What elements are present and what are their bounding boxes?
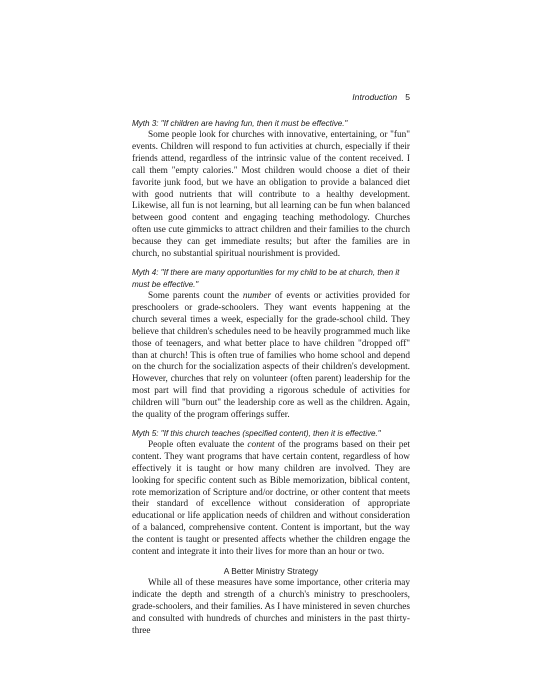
running-head xyxy=(132,92,410,106)
myth-4-text-start: Some parents count the xyxy=(148,290,243,301)
myth-5-text-end: of the programs based on their pet content. They want programs that have certain content, regardless of how effectively it is taught or how many children are involved. They are looking for specific content such as Bible memorization, biblical content, rote memorization of Scripture and/or doctrine, or other content that meets their standard of excellence without consideration of appropriate educational or life application needs of children and without consideration of a balanced, comprehensive content. Content is important, but the way the content is taught or presented affects whether the children engage the content and integrate it into their lives for more than an hour or two. xyxy=(132,439,410,558)
page-number: 5 xyxy=(405,92,410,102)
myth-5-text-start: People often evaluate the xyxy=(148,439,248,450)
myth-3-paragraph: Some people look for churches with innovative, entertaining, or "fun" events. Children will respond to fun activities at church, especially if their friends attend, regardless of the intrinsic value of the content received. I call them "empty calories." Most children would choose a diet of their favorite junk food, but we have an obligation to provide a balanced diet with good nutrients that will contribute to a healthy development. Likewise, all fun is not learning, but all learning can be fun when balanced between good content and engaging teaching methodology. Churches often use cute gimmicks to attract children and their families to the church because they can get immediate results; but after the families are in church, no substantial spiritual nourishment is provided. xyxy=(132,130,410,260)
myth-5-paragraph xyxy=(132,440,410,559)
chapter-title: Introduction xyxy=(352,92,398,102)
myth-5-heading: Myth 5: "If this church teaches (specified content), then it is effective." xyxy=(132,428,381,438)
myth-5-emphasis: content xyxy=(247,439,275,450)
myth-4-paragraph xyxy=(132,291,410,422)
book-page xyxy=(132,92,410,638)
myth-4-emphasis: number xyxy=(242,290,272,301)
myth-4-heading: Myth 4: "If there are many opportunities for my child to be at church, then it must be effective." xyxy=(132,267,400,289)
section-heading: A Better Ministry Strategy xyxy=(223,566,319,576)
myth-3-heading: Myth 3: "If children are having fun, then it must be effective." xyxy=(132,119,348,128)
section-paragraph: While all of these measures have some importance, other criteria may indicate the depth and strength of a church's ministry to preschoolers, grade-schoolers, and their families. As I have ministered in seven churches and consulted with hundreds of churches and ministers in the past thirty-three xyxy=(132,578,410,636)
myth-4-text-end: of events or activities provided for preschoolers or grade-schoolers. They want events happening at the church several times a week, especially for the grade-school child. They believe that children's schedules need to be heavily programmed much like those of teenagers, and what better place to have children "dropped off" than at church! This is often true of families who home school and depend on the church for the socialization aspects of their children's development. However, churches that rely on volunteer (often parent) leadership for the most part will find that providing a rigorous schedule of activities for children will "burn out" the leadership core as well as the children. Again, the quality of the program offerings suffer. xyxy=(132,290,410,421)
